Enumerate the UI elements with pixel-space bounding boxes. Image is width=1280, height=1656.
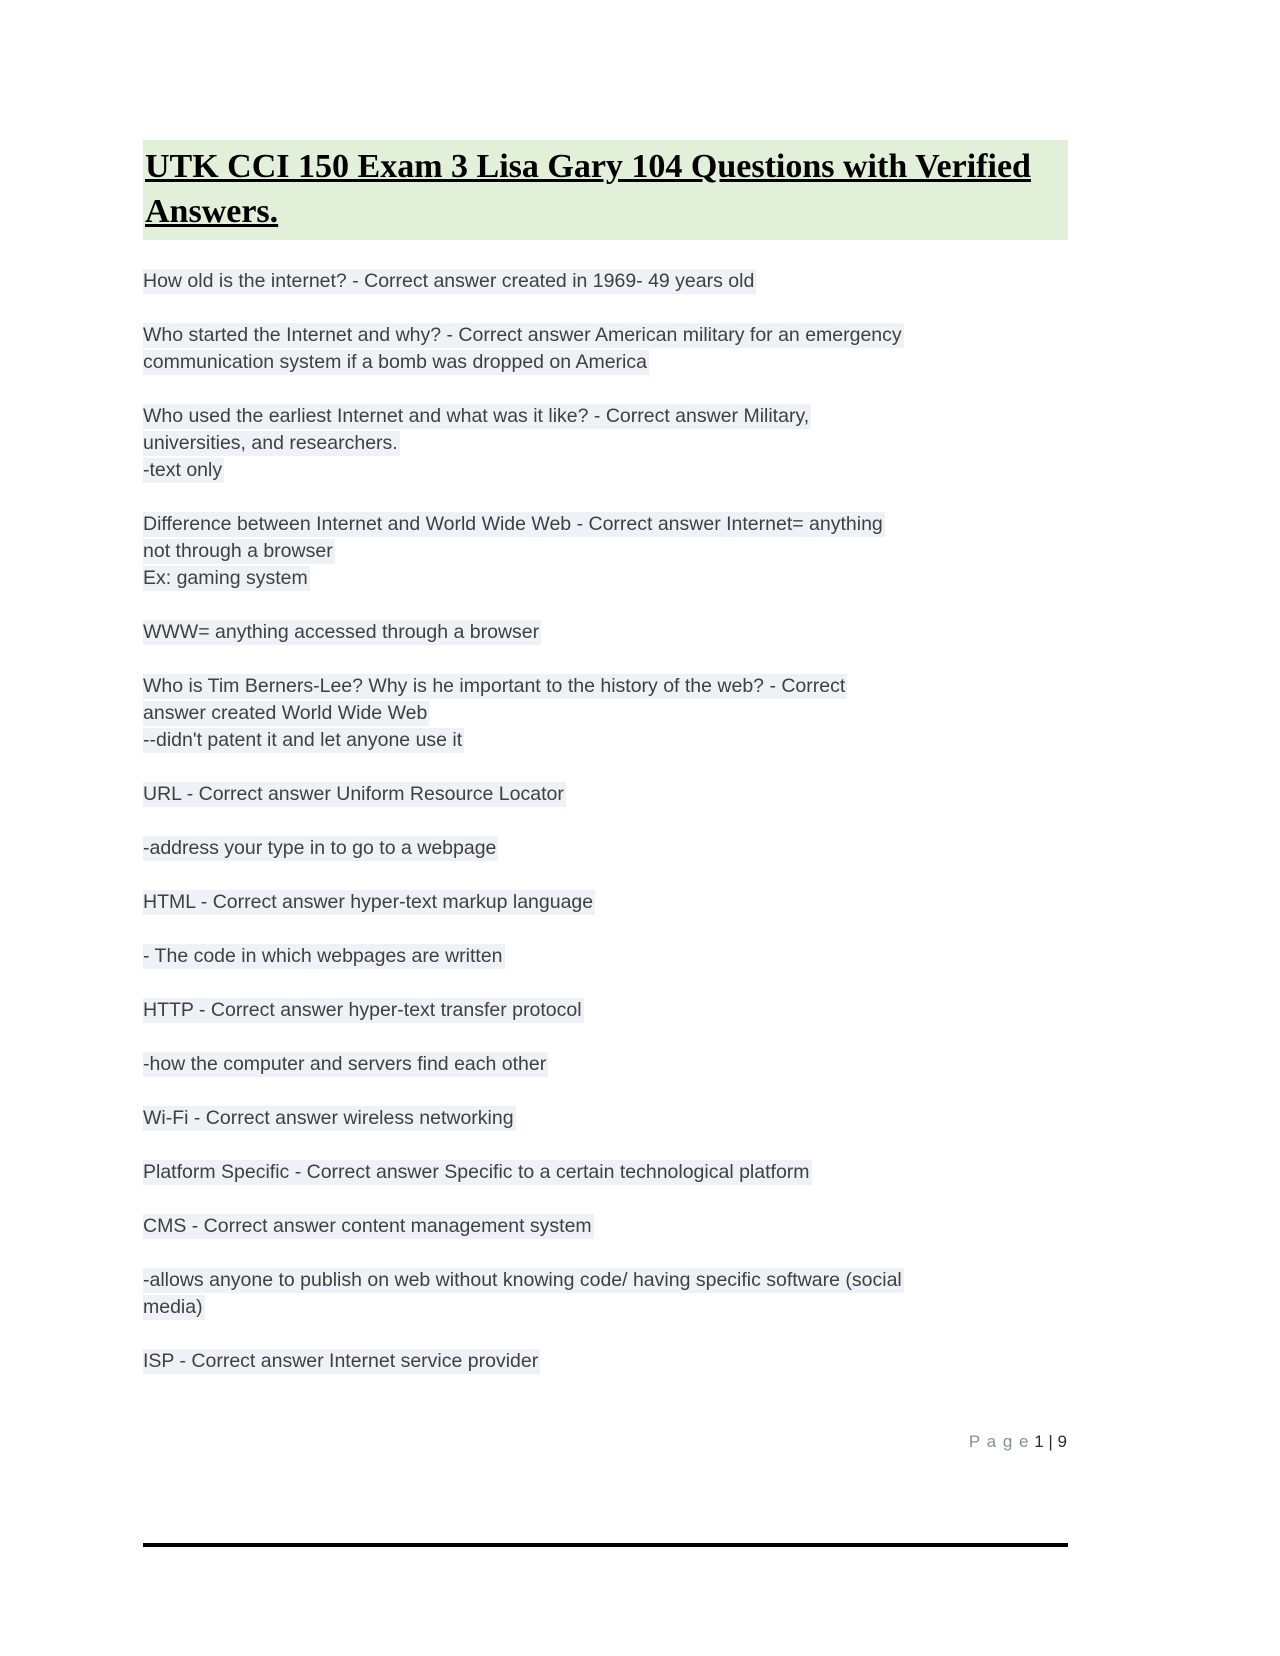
paragraph-line: Platform Specific - Correct answer Specific to a certain technological platform [143,1161,810,1183]
paragraph [143,619,1068,646]
paragraph-line: - The code in which webpages are written [143,945,503,967]
paragraph [143,673,1068,754]
paragraph-line: media) [143,1296,203,1318]
paragraph-line: Who used the earliest Internet and what was it like? - Correct answer Military, [143,405,810,427]
paragraph [143,1051,1068,1078]
paragraph [143,1105,1068,1132]
title-highlight-block [143,140,1068,240]
paragraph [143,997,1068,1024]
paragraph-line: Difference between Internet and World Wide Web - Correct answer Internet= anything [143,513,883,535]
paragraph-line: Who is Tim Berners-Lee? Why is he important to the history of the web? - Correct [143,675,846,697]
paragraph-line: -address your type in to go to a webpage [143,837,497,859]
paragraph-line: universities, and researchers. [143,432,398,454]
paragraph-line: Ex: gaming system [143,567,308,589]
paragraph-line: communication system if a bomb was dropped on America [143,351,647,373]
paragraph [143,268,1068,295]
paragraph-line: -allows anyone to publish on web without knowing code/ having specific software (social [143,1269,902,1291]
paragraph [143,943,1068,970]
paragraph [143,781,1068,808]
footer-rule [143,1543,1068,1547]
paragraph-line: CMS - Correct answer content management system [143,1215,592,1237]
paragraph [143,1348,1068,1375]
footer-page-number: 1 | 9 [1034,1432,1067,1451]
paragraph [143,835,1068,862]
paragraph [143,889,1068,916]
paragraph [143,1159,1068,1186]
paragraphs [143,268,1068,1375]
paragraph-line: How old is the internet? - Correct answer created in 1969- 49 years old [143,270,755,292]
paragraph-line: URL - Correct answer Uniform Resource Locator [143,783,564,805]
page-footer [969,1430,1067,1454]
document-content [143,140,1068,1402]
paragraph-line: --didn't patent it and let anyone use it [143,729,463,751]
paragraph [143,403,1068,484]
paragraph-line: Who started the Internet and why? - Correct answer American military for an emergency [143,324,902,346]
paragraph-line: not through a browser [143,540,333,562]
paragraph [143,511,1068,592]
page-title: UTK CCI 150 Exam 3 Lisa Gary 104 Questions with Verified Answers. [145,148,1031,230]
paragraph-line: WWW= anything accessed through a browser [143,621,540,643]
paragraph [143,1267,1068,1321]
paragraph-line: Wi-Fi - Correct answer wireless networking [143,1107,514,1129]
paragraph-line: -how the computer and servers find each other [143,1053,547,1075]
paragraph-line: ISP - Correct answer Internet service provider [143,1350,539,1372]
paragraph-line: answer created World Wide Web [143,702,428,724]
paragraph-line: HTML - Correct answer hyper-text markup language [143,891,594,913]
paragraph [143,1213,1068,1240]
footer-page-label: P a g e [968,1432,1030,1451]
paragraph [143,322,1068,376]
paragraph-line: HTTP - Correct answer hyper-text transfer protocol [143,999,582,1021]
paragraph-line: -text only [143,459,223,481]
